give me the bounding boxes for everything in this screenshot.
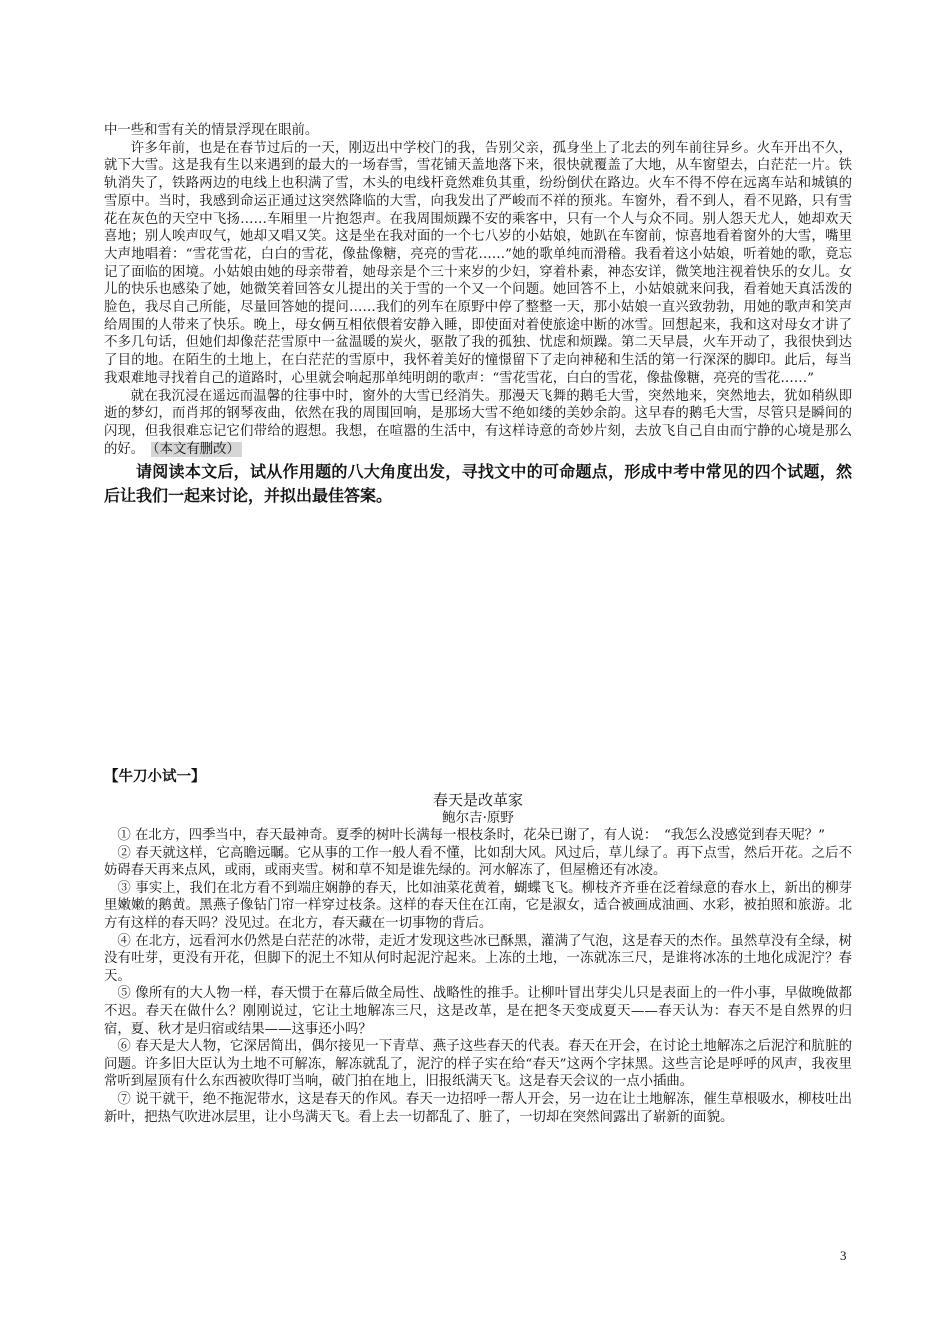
- article-title: 春天是改革家: [432, 791, 523, 809]
- article-paragraph-2: ② 春天就这样，它高瞻远瞩。它从事的工作一般人看不懂，比如刮大风。风过后，草儿绿了。再下点雪，然后开花。之后不妨碍春天再来点风，或雨，或雨夹雪。树和草不知是谁先绿的。河水解冻了，但屋檐还有冰凌。: [104, 845, 852, 879]
- paragraph-2: 许多年前，也是在春节过后的一天，刚迈出中学校门的我，告别父亲，孤身坐上了北去的列车前往异乡。火车开出不久，就下大雪。这是我有生以来遇到的最大的一场春雪，雪花铺天盖地落下来，很快就覆盖了大地，从车窗望去，白茫茫一片。铁轨消失了，铁路两边的电线上也积满了雪，木头的电线杆竟然难负其重，纷纷倒伏在路边。火车不得不停在远离车站和城镇的雪原中。当时，我感到命运正通过这突然降临的大雪，向我发出了严峻而不祥的预兆。车窗外，看不到人，看不见路，只有雪花在灰色的天空中飞扬……车厢里一片抱怨声。在我周围烦躁不安的乘客中，只有一个人与众不同。别人怨天尤人，她却欢天喜地；别人唉声叹气，她却又唱又笑。这是坐在我对面的一个七八岁的小姑娘，她趴在车窗前，惊喜地看着窗外的大雪，嘴里大声地唱着：“雪花雪花，白白的雪花，像盐像糖，亮亮的雪花……”她的歌单纯而滑稽。我看着这小姑娘，听着她的歌，竟忘记了面临的困境。小姑娘由她的母亲带着，她母亲是个三十来岁的少妇，穿着朴素，神态安详，微笑地注视着快乐的女儿。女儿的快乐也感染了她，她微笑着回答女儿提出的关于雪的一个又一个问题。她回答不上，小姑娘就来问我，看着她天真活泼的脸色，我尽自己所能，尽量回答她的提问……我们的列车在原野中停了整整一天，那小姑娘一直兴致勃勃，用她的歌声和笑声给周围的人带来了快乐。晚上，母女俩互相依偎着安静入睡，即使面对着使旅途中断的冰雪。回想起来，我和这对母女才讲了不多几句话，但她们却像茫茫雪原中一盆温暖的炭火，驱散了我的孤独、忧虑和烦躁。第二天早晨，火车开动了，我很快到达了目的地。在陌生的土地上，在白茫茫的雪原中，我怀着美好的憧憬留下了走向神秘和生活的第一行深深的脚印。此后，每当我艰难地寻找着自己的道路时，心里就会响起那单纯明朗的歌声：“雪花雪花，白白的雪花，像盐像糖，亮亮的雪花……”: [104, 140, 852, 386]
- article-paragraph-4: ④ 在北方，远看河水仍然是白茫茫的冰带，走近才发现这些冰已酥黑，灌满了气泡，这是春天的杰作。虽然草没有全绿，树没有吐芽，更没有开花，但脚下的泥土不知从何时起泥泞起来。上冻的土地，一冻就冻三尺，是谁将冰冻的土地化成泥泞？春天。: [104, 933, 852, 984]
- edit-note: （本文有删改）: [152, 441, 240, 457]
- page-number: 3: [840, 1248, 847, 1263]
- section-label: 【牛刀小试一】: [104, 769, 206, 785]
- paragraph-3-text: 就在我沉浸在遥远而温馨的往事中时，窗外的大雪已经消失。那漫天飞舞的鹅毛大雪，突然地来，突然地去，犹如稍纵即逝的梦幻，而肖邦的钢琴夜曲，依然在我的周围回响，是那场大雪不绝如缕的美妙余韵。这早春的鹅毛大雪，尽管只是瞬间的闪现，但我很难忘记它们带给的遐想。我想，在喧嚣的生活中，有这样诗意的奇妙片刻，去放飞自己自由而宁静的心境是那么的好。: [104, 388, 852, 457]
- article-paragraph-6: ⑥ 春天是大人物，它深居简出，偶尔接见一下青草、燕子这些春天的代表。春天在开会，在讨论土地解冻之后泥泞和肮脏的问题。许多旧大臣认为土地不可解冻，解冻就乱了，泥泞的样子实在给“春天”这两个字抹黑。这些言论是呼呼的风声，我夜里常听到屋顶有什么东西被吹得叮当响，破门拍在地上，旧报纸满天飞。这是春天会议的一点小插曲。: [104, 1039, 852, 1090]
- paragraph-1: 中一些和雪有关的情景浮现在眼前。: [104, 123, 319, 138]
- practice-section: [104, 766, 852, 1126]
- article-author: 鲍尔吉·原野: [442, 810, 514, 826]
- article-paragraph-1: ① 在北方，四季当中，春天最神奇。夏季的树叶长满每一根枝条时，花朵已谢了，有人说： “我怎么没感觉到春天呢？”: [117, 828, 825, 843]
- paragraph-3: [104, 388, 852, 459]
- article-paragraph-5: ⑤ 像所有的大人物一样，春天惯于在幕后做全局性、战略性的推手。让柳叶冒出芽尖儿只是表面上的一件小事，早做晚做都不迟。春天在做什么？刚刚说过，它让土地解冻三尺，这是改革，是在把冬天变成夏天——春天认为：春天不是自然界的归宿，夏、秋才是归宿或结果——这事还小吗？: [104, 986, 852, 1037]
- task-instruction: 请阅读本文后，试从作用题的八大角度出发，寻找文中的可命题点，形成中考中常见的四个试题，然后让我们一起来讨论，并拟出最佳答案。: [104, 462, 852, 506]
- article-paragraph-7: ⑦ 说干就干，绝不拖泥带水，这是春天的作风。春天一边招呼一帮人开会，另一边在让土地解冻，催生草根吸水，柳枝吐出新叶，把热气吹进冰层里，让小鸟满天飞。看上去一切都乱了、脏了，一切却在突然间露出了崭新的面貌。: [104, 1091, 852, 1125]
- passage-1: [104, 122, 852, 508]
- article-paragraph-3: ③ 事实上，我们在北方看不到端庄娴静的春天，比如油菜花黄着，蝴蝶飞飞。柳枝齐齐垂在泛着绿意的春水上，新出的柳芽里嫩嫩的鹅黄。黑燕子像钻门帘一样穿过枝条。这样的春天住在江南，它是淑女，适合被画成油画、水彩，被拍照和旅游。北方有这样的春天吗？没见过。在北方，春天藏在一切事物的背后。: [104, 880, 852, 931]
